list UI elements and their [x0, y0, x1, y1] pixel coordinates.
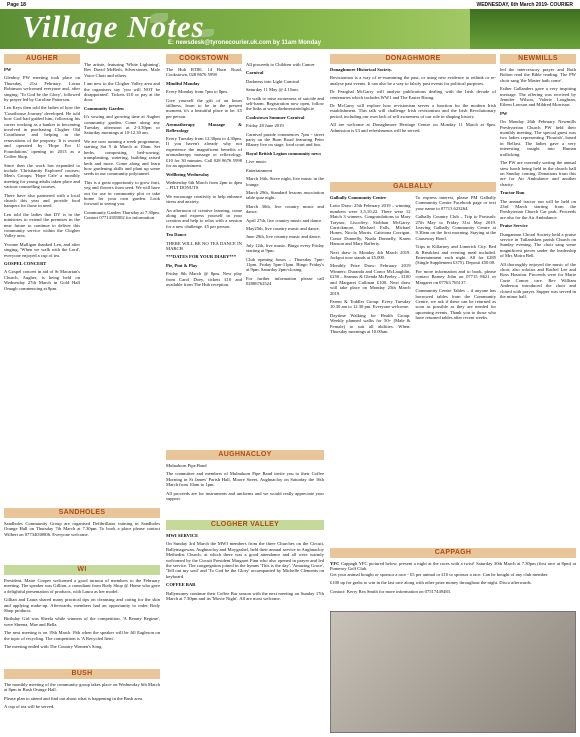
paragraph: Community Garden Thursday at 7.30pm. Contact 07714185002 for information. — [84, 209, 160, 221]
paragraph: The next meeting is on 19th March 19th when the speaker will be Jill Eagleson on the topic of recycling. The competition is 'A Recycled Item'. — [4, 630, 160, 641]
section-sandholes — [4, 506, 160, 562]
section-aughnacloy — [166, 448, 324, 518]
section-heading-galbally: GALBALLY — [330, 182, 496, 192]
paragraph: For more information and to book, please contact Barney John on 07715 8621 or Margaret on 07763 765137. — [415, 268, 496, 285]
subheading: Wellbeing Wednesday — [166, 171, 210, 177]
paragraph: Please plan to attend and find out about what is happening in the Bush area. — [4, 695, 144, 701]
section-heading-cappagh: CAPPAGH — [330, 548, 576, 558]
paragraph: Club opening hours – Thursday 7pm-11pm. Friday 5pm-11pm. Bingo Friday's at 9pm. Saturday 2pm-closing. — [246, 256, 324, 273]
paragraph: Ballymoney continue their Coffee Bar season with the next meeting on Sunday 17th March at 7.30pm and its 'Movie Night'. All are most welcome. — [166, 590, 324, 602]
paragraph: THERE WILL BE NO TEA DANCE IN MARCH — [166, 240, 242, 251]
paragraph: This is a great opportunity to grow fruit, veg and flowers from seed. We will have out for use in community plot or take home for your own garden. Look forward to seeing you. — [84, 179, 160, 207]
paragraph: Wednesday 6th March from 2pm to 4pm – FILT DONUTS — [166, 179, 242, 191]
section-heading-sandholes: SANDHOLES — [4, 508, 160, 518]
paragraph: March 30th, live country music and dance. — [246, 203, 324, 215]
paragraph: Every Monday from 7pm to 8pm. — [166, 89, 229, 95]
subheading: Mindful Monday — [166, 80, 200, 86]
paragraph: An afternoon of creative learning, come along and express yourself in your creation and help to relax with a session for a new challenge. £5 per person. — [166, 207, 242, 229]
section-heading-clogher-valley: CLOGHER VALLEY — [166, 520, 324, 530]
paragraph: The committee and members of Mulnahorn Pipe Band invite you to their Coffee Morning in St James' Parish Hall, Moore Street, Aughnacloy on Saturday the 16th March from 10am to 1pm. — [166, 471, 324, 488]
section-heading-bush: BUSH — [4, 669, 160, 679]
paragraph: Friday 28 June 2019 — [246, 123, 284, 129]
paragraph: I am new to the Clogher Valley area and the organisers say 'you will NOT be disappointed'. Tickets £10 or pay at the door. — [84, 81, 160, 103]
subheading: PW — [500, 110, 508, 116]
section-galbally — [330, 180, 496, 542]
subheading: COFFEE BAR — [166, 582, 196, 588]
subheading: Tractor Run — [500, 190, 525, 196]
paragraph: Every Tuesday from 12.30pm to 4.30pm. If you haven't already why not experience the magnificent benefits of aromatherapy massage or reflexology. £10 for 30 minutes. Call 028 8676 5998 for an appointment. — [166, 136, 242, 169]
paragraph: Trips to Killarney and Limerick City. Bed & Breakfast and evening meal included. Entertainment each night. All for £285 (Single Supplement £375). Deposit £50.00. — [415, 244, 496, 266]
paragraph: For further information please call 02886762524 — [246, 275, 324, 287]
paragraph: Sandholes Community Group are organised Defibrillator training in Sandholes Orange Hall on Thursday 7th March at 7.30pm. To book a place please contact Wilbert on 07734030806. Everyone welcome. — [4, 521, 160, 537]
paragraph: The annual tractor run will be held on 23rd March starting from the Presbyterian Church Car park. Proceeds are also for the Air Ambulance. — [500, 198, 576, 220]
paragraph: Galbally Country Club – Trip to Portrush: 27th May to Friday 31st May 2019. Leaving Galbally Community Centre at 9.30am on the first morning. Staying at the Causeway Hotel. — [415, 214, 496, 241]
section-bush — [4, 667, 160, 733]
village-notes-banner — [0, 9, 580, 49]
paragraph: Live music — [246, 159, 267, 165]
paragraph: The Hub BT80, 14 Burn Road, Cookstown, 028 8676 5998 — [166, 67, 242, 78]
paragraph: Esther Gallanders gave a very inspiring message. The offering was received by Jennifer Wilson, Valerie Loughran, Eileen Lawson and Mildred Morrison. — [500, 86, 576, 108]
paragraph: Mulnahorn Pipe Band — [166, 463, 207, 468]
paragraph: Since then the work has expanded to include 'Christianity Explored' courses; Men's Groups; 'Hope Cafe' a monthly meeting for young adults taken place and various counselling courses. — [4, 162, 80, 190]
column-cookstown-continued — [246, 62, 324, 368]
paragraph: Yvonne Mulligan thanked Len, and after singing, 'When we walk with the Lord', everyone enjoyed a cup of tea. — [4, 241, 80, 258]
paragraph: Lotto Draw: 25th February 2019 – winning numbers were 3,5,10,22. There were 12 Match 3 winners. Congratulations to Mary Traynor, Liscoffey, Siobhan McGarry, Carrickmore, Michael Falls, Michael Hones, Nicola Morris, Caitriona Corrigan, Conor Donnelly, Nuala Donnelly, Karen Hanson and Mary Rafferty. — [330, 203, 411, 247]
paragraph: May25th, live country music and dance. — [246, 225, 320, 231]
subheading: Tea Dance — [166, 232, 187, 238]
paragraph: Carnival parade commences 7pm - street party on the Burn Road featuring Peter Blaney live on stage, food court and fun. — [246, 131, 324, 148]
section-clogher-valley — [166, 518, 324, 733]
paragraph: Dr Fearghal McGarry will analyse publications dealing with the Irish decade of centenaries which includes WW1 and The Easter Rising. — [330, 89, 496, 100]
paragraph: July 12th, live music. Bingo every Friday starting at 9pm. — [246, 242, 324, 254]
subheading: Carnival — [246, 70, 264, 76]
subheading: Pie, Pint & Play — [166, 262, 198, 268]
paragraph: Community Centre Tables – if anyone has borrowed tables from the Community Centre, we ask if these can be returned as soon as possible as they are needed for upcoming events. Thank you to those who have returned tables after recent weeks. — [415, 288, 496, 321]
paragraph: Entertainment — [246, 167, 273, 173]
paragraph: Birthday Girl was Sheela while winners of the competition, 'A Beauty Regime', were Sheena, Mae and Bella. — [4, 616, 160, 627]
paragraph: There have also partnered with a local church this year and provide food hampers for those in need. — [4, 192, 80, 209]
paragraph: The monthly meeting of the community group takes place on Wednesday 6th March at 8pm in Bush Orange Hall. — [4, 682, 160, 693]
section-cappagh — [330, 546, 576, 606]
banner-title: Village Notes — [22, 9, 205, 44]
section-heading-aughnacloy: AUGHNACLOY — [166, 450, 324, 460]
paragraph: All proceeds to Children with Cancer — [246, 62, 315, 67]
paper-date: WEDNESDAY, 6th March 2019- COURIER — [476, 1, 573, 8]
paragraph: Monthly Prize Draw: February 2019 Winners: Duranda and Conor McLaughlin, £250 – Seamus & Glenda McFeeley – £100 and Margaret Cullinan £100. Next draw will take place on Monday 25th March 2019. — [330, 263, 411, 296]
paragraph: President, Maire Cooper welcomed a good turnout of members to the February meeting. The speaker was Gillian, a consultant from Body Shop @ Home who gave a delightful presentation of products, with Laura as her model. — [4, 578, 160, 594]
paragraph: March 29th, Standard lessons association table quiz night. — [246, 189, 324, 201]
tree-image — [470, 9, 580, 49]
paragraph: Saturday 11 May @ 4.15am. — [246, 87, 299, 93]
section-heading-newmills: NEWMILLS — [500, 54, 576, 64]
subheading: PW — [4, 67, 12, 72]
paragraph: April 27th, live country music and dance. — [246, 217, 323, 223]
subheading: Community Garden — [84, 105, 124, 111]
subheading: Galbally Community Centre — [330, 195, 387, 200]
subheading: Donaghmore Historical Society. — [330, 67, 393, 72]
paragraph: Gillian and Laura shared many practical tips on cleansing and caring for the skin and applying make-up. Afterwards, members had an opportunity to order Body Shop products. — [4, 597, 160, 614]
paragraph: All are welcome at Donaghmore Heritage Centre on Monday 11 March at 8pm. Admission is £3 and refreshments will be served. — [330, 122, 496, 133]
subheading: YFC — [330, 561, 340, 566]
column-cookstown — [166, 52, 242, 444]
paragraph: June 29th, live country music and dance. — [246, 234, 322, 240]
paragraph: Next draw is Monday 4th March 2019. Jackpot now stands at £5,000. — [330, 249, 411, 261]
subheading: MWI SERVICE — [166, 533, 199, 538]
section-heading-wi: WI — [4, 565, 160, 575]
paragraph: Get your animal bought or sponsor a race - £5 per animal or £10 to sponsor a race. Can be bought of any club member. — [330, 571, 549, 577]
page-header — [0, 0, 580, 9]
paragraph: Contact: Kerry Rea Smith for more information on 07517449483. — [330, 588, 452, 594]
paragraph: The PW are currently sorting the annual stew lunch being held in the church hall on Sunday coming. Donations from this are for Air Ambulance and another charity. — [500, 160, 576, 187]
section-wi — [4, 563, 160, 663]
paragraph: The artiste, featuring 'White Lightning', Rev David McBeth, Silverstones, Male Voice Choir and others. — [84, 62, 160, 78]
section-heading-augher: AUGHER — [4, 54, 80, 64]
paragraph: Give yourself the gift of an hours stillness, learn to be in the present moment, it's a beautiful place to be. £5 per person. — [166, 97, 242, 119]
subheading: ***DATES FOR YOUR DIARY*** — [166, 254, 237, 260]
column-augher — [4, 52, 80, 500]
column-augher-continued — [84, 62, 160, 462]
paragraph: To walk to raise awareness of suicide and self-harm. Registration now open, follow the links at www.darknessintolight.ie — [246, 95, 324, 112]
paragraph: Revisionism is a way of re-examining the past, or using new evidence to rethink or re-analyse past events. It can also be a way to falsify past events for political purposes. — [330, 75, 496, 86]
subheading: Praise Service — [500, 223, 528, 229]
banner-email: E: newsdesk@tyronecourier.uk.com by 11am Monday — [168, 40, 321, 46]
paragraph: Dungannon Choral Society held a praise service in Tullanisken parish Church on Sunday evening. The choir sang some magnificent pieces under the leadership of Mrs Moira Bell. — [500, 231, 576, 259]
paragraph: On Monday 26th February Newmills Presbyterian Church PW held their monthly meeting. The special guest was two ladies representing 'Flourish', based in Belfast. The ladies gave a very interesting insight into Human trafficking. — [500, 119, 576, 157]
paragraph: All proceeds are for instruments and uniforms and we would really appreciate your support. — [166, 490, 324, 502]
subheading: Royal British Legion community news — [246, 150, 322, 156]
section-heading-cookstown: COOKSTOWN — [166, 54, 242, 64]
subheading: Cookstown Summer Carnival — [246, 114, 305, 120]
page-number: Page 18 — [7, 1, 26, 8]
paragraph: It's sowing and growing time at Augher community garden. Come along any Tuesday afternoon at 2-3.30pm or Saturday mornings at 10-12.30 am. — [84, 114, 160, 136]
paragraph: Dr McGarry will explore how revisionism serves a function for the modern Irish establishment. This talk will challenge Irish revisionism and the Irish Revolutionary period, including our own lack of self awareness of our role in shaping history. — [330, 103, 496, 119]
paragraph: £100 up for grabs to win in the last race along with other prize money throughout the night. Disco afterwards. — [330, 580, 532, 586]
paragraph: Darkness into Light Carnival — [246, 78, 300, 84]
paragraph: Cappagh YFC pictured below, present a night at the races with a twist! Saturday 30th March at 7.30pm (first race at 8pm) at Pomeroy Golf Club. — [330, 561, 576, 572]
paragraph: Len Keys then told the ladies of how the 'Courthouse Journey' developed. He told how God had guided him, following his career working as a banker to becoming involved in purchasing Clogher Old Courthouse and helping in the renovations of the property. It is owned and operated by 'Hope For U Foundations' opening in 2013 as a Coffee Shop. — [4, 105, 80, 160]
paragraph: Glenhoy PW meeting took place on Thursday, 21st February. Lorna Robinson welcomed everyone and, after singing, 'To God be the Glory', followed by prayer led by Caroline Patterson. — [4, 75, 80, 103]
paragraph: A Gospel concert in aid of St Macartan's Church, Augher, is being held on Wednesday 27th March in Gold Hall Omagh commencing at 8pm. — [4, 269, 80, 291]
section-donaghmore — [330, 52, 496, 178]
subheading: GOSPEL CONCERT — [4, 261, 47, 266]
paragraph: The meeting ended with The Country Women's Song. — [4, 644, 103, 650]
paragraph: We are now running a week programme, starting Sat 9 th March at 10am. Set herbs, composting, bed-sowing, transplanting, watering, building raised beds and more. Come along and learn how gardening skills and plant up some seeds in our community polytunnel. — [84, 138, 160, 177]
paragraph: Parent & Toddler Group: Every Tuesday 10.30 am to 12.30 pm. Everyone welcome. — [330, 298, 411, 310]
section-heading-donaghmore: DONAGHMORE — [330, 54, 496, 64]
paragraph: We encourage creativity to help enhance stress and anxiety. — [166, 193, 242, 205]
paragraph: Friday 8th March @ 8pm. New play from Carol Doey, tickets £10 and available from The Hub reception. — [166, 271, 242, 287]
paragraph: led the intercessory prayer and Ruth Bolton read the Bible reading. The PW choir sang 'the Master hath come'. — [500, 67, 576, 83]
column-newmills — [500, 52, 576, 542]
paragraph: To express interest, please PM Galbally Community Centre Facebook page or text your name to 07713 623264. — [415, 195, 496, 211]
cappagh-yfc-photo — [330, 611, 576, 733]
paragraph: A cup of tea will be served. — [4, 704, 55, 710]
paragraph: Len told the ladies that DV is in the ministries to extend the premises in the near future to continue to deliver this community service within the Clogher Valley area. — [4, 211, 80, 239]
subheading: Aromatherapy Massage & Reflexology — [166, 122, 242, 133]
paragraph: March 16th, Steve night, live music in the lounge. — [246, 176, 324, 187]
paragraph: On Sunday 3rd March the MWI members from the three Churches on the Circuit, Ballymagowan, Aughnacloy and Moygashel, held their annual service in Aughnacloy Methodist Church, at which there was a good attendance and all were warmly welcomed by the Circuit President Margaret Finn who also opened in prayer and led the service. The congregation joined in the hymns 'This is the day', 'Amazing Grace', 'Tell out my soul' and 'To God be the Glory' accompanied by Michelle Clements on keyboard. — [166, 541, 324, 579]
paragraph: Daytime Walking for Health Group: Weekly planned walks for 50+ (Male & Female) to suit all abilities. When: Thursday mornings at 10.00am. — [330, 312, 411, 334]
paragraph: All thoroughly enjoyed the music of the choir, also soloists and Rachel Lee and Ross Houston. Proceeds were for Marie Curie Cancer care. Rev William Anderson introduced the choir and closed with prayer. Supper was served in the minor hall. — [500, 261, 576, 300]
